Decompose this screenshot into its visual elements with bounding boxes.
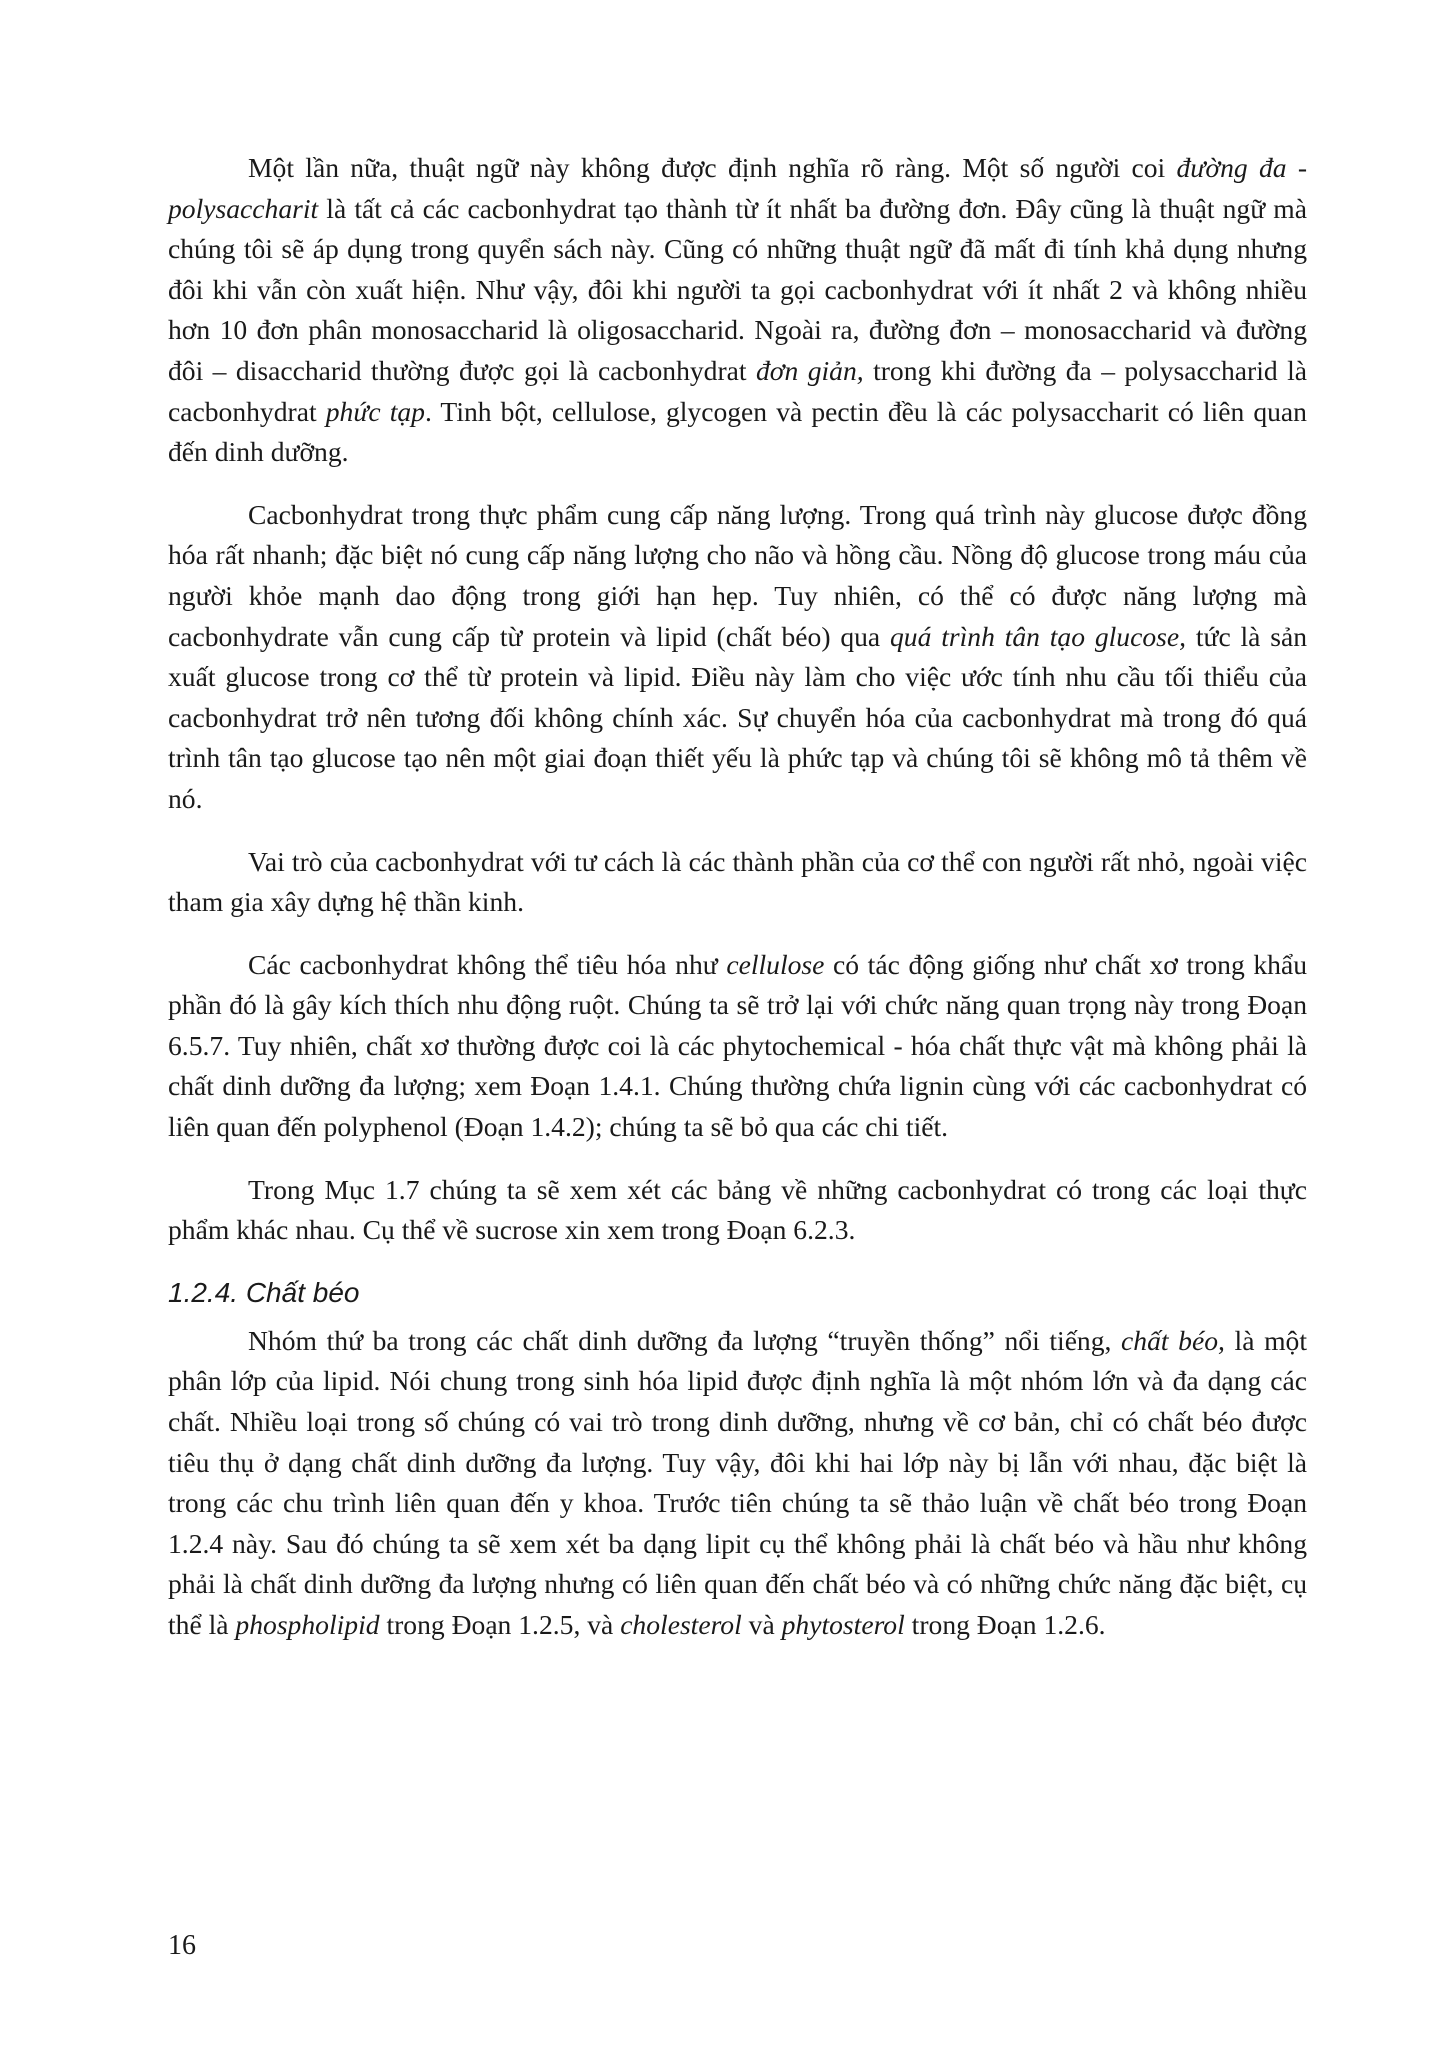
italic-term: đơn giản, [755, 354, 864, 386]
paragraph [168, 945, 1307, 1148]
text-run: . Tinh bột, cellulose, glycogen và pectin đều là các polysaccharit có liên quan đến dinh dưỡng. [168, 395, 1307, 468]
section-heading: 1.2.4. Chất béo [168, 1276, 360, 1308]
text-run: là tất cả các cacbonhydrat tạo thành từ ít nhất ba đường đơn. Đây cũng là thuật ngữ mà chúng tôi sẽ áp dụng trong quyển sách này. Cũng có những thuật ngữ đã mất đi tính khả dụng nhưng đôi khi vẫn còn xuất hiện. Như vậy, đôi khi người ta gọi cacbonhydrat với ít nhất 2 và không nhiều hơn 10 đơn phân monosaccharid là oligosaccharid. Ngoài ra, đường đơn – monosaccharid và đường đôi – disaccharid thường được gọi là cacbonhydrat [168, 192, 1307, 386]
text-run: và [741, 1609, 782, 1640]
text-run: là một phân lớp của lipid. Nói chung trong sinh hóa lipid được định nghĩa là một nhóm lớn và đa dạng các chất. Nhiều loại trong số chúng có vai trò trong dinh dưỡng, nhưng về cơ bản, chỉ có chất béo được tiêu thụ ở dạng chất dinh dưỡng đa lượng. Tuy vậy, đôi khi hai lớp này bị lẫn với nhau, đặc biệt là trong các chu trình liên quan đến y khoa. Trước tiên chúng ta sẽ thảo luận về chất béo trong Đoạn 1.2.4 này. Sau đó chúng ta sẽ xem xét ba dạng lipit cụ thể không phải là chất béo và hầu như không phải là chất dinh dưỡng đa lượng nhưng có liên quan đến chất béo và có những chức năng đặc biệt, cụ thể là [168, 1324, 1307, 1640]
body-text-before-heading [168, 148, 1307, 1251]
paragraph [168, 1321, 1307, 1646]
italic-term: phytosterol [781, 1609, 905, 1640]
italic-term: quá trình tân tạo glucose, [890, 620, 1187, 652]
text-run: có tác động giống như chất xơ trong khẩu phần đó là gây kích thích nhu động ruột. Chúng ta sẽ trở lại với chức năng quan trọng này trong Đoạn 6.5.7. Tuy nhiên, chất xơ thường được coi là các phytochemical - hóa chất thực vật mà không phải là chất dinh dưỡng đa lượng; xem Đoạn 1.4.1. Chúng thường chứa lignin cùng với các cacbonhydrat có liên quan đến polyphenol (Đoạn 1.4.2); chúng ta sẽ bỏ qua các chi tiết. [168, 948, 1307, 1143]
text-run: tức là sản xuất glucose trong cơ thể từ protein và lipid. Điều này làm cho việc ước tính nhu cầu tối thiểu của cacbonhydrat trở nên tương đối không chính xác. Sự chuyển hóa của cacbonhydrat mà trong đó quá trình tân tạo glucose tạo nên một giai đoạn thiết yếu là phức tạp và chúng tôi sẽ không mô tả thêm về nó. [168, 620, 1308, 814]
italic-term: chất béo, [1121, 1324, 1225, 1356]
text-run: trong Đoạn 1.2.6. [904, 1609, 1106, 1640]
paragraph [168, 1170, 1307, 1251]
text-run: Các cacbonhydrat không thể tiêu hóa như [248, 948, 727, 980]
text-run: Một lần nữa, thuật ngữ này không được định nghĩa rõ ràng. Một số người coi [248, 152, 1177, 183]
text-run: Vai trò của cacbonhydrat với tư cách là các thành phần của cơ thể con người rất nhỏ, ngoài việc tham gia xây dựng hệ thần kinh. [168, 845, 1307, 918]
italic-term: phospholipid [235, 1609, 380, 1640]
paragraph [168, 148, 1307, 473]
italic-term: cellulose [726, 948, 825, 980]
text-run: Trong Mục 1.7 chúng ta sẽ xem xét các bảng về những cacbonhydrat có trong các loại thực phẩm khác nhau. Cụ thể về sucrose xin xem trong Đoạn 6.2.3. [168, 1173, 1307, 1246]
italic-term: phức tạp [325, 395, 425, 427]
body-text-after-heading [168, 1321, 1307, 1646]
italic-term: đường đa - polysaccharit [168, 152, 1308, 224]
paragraph [168, 495, 1307, 820]
paragraph [168, 842, 1307, 923]
page-content [168, 148, 1307, 1668]
text-run: Cacbonhydrat trong thực phẩm cung cấp năng lượng. Trong quá trình này glucose được đồng hóa rất nhanh; đặc biệt nó cung cấp năng lượng cho não và hồng cầu. Nồng độ glucose trong máu của người khỏe mạnh dao động trong giới hạn hẹp. Tuy nhiên, có thể có được năng lượng mà cacbonhydrate vẫn cung cấp từ protein và lipid (chất béo) qua [168, 498, 1307, 652]
text-run: Nhóm thứ ba trong các chất dinh dưỡng đa lượng “truyền thống” nổi tiếng, [248, 1324, 1122, 1356]
italic-term: cholesterol [620, 1609, 742, 1640]
text-run: trong khi đường đa – polysaccharid là cacbonhydrat [168, 354, 1307, 427]
text-run: trong Đoạn 1.2.5, và [379, 1609, 621, 1640]
page-number: 16 [168, 1930, 196, 1961]
